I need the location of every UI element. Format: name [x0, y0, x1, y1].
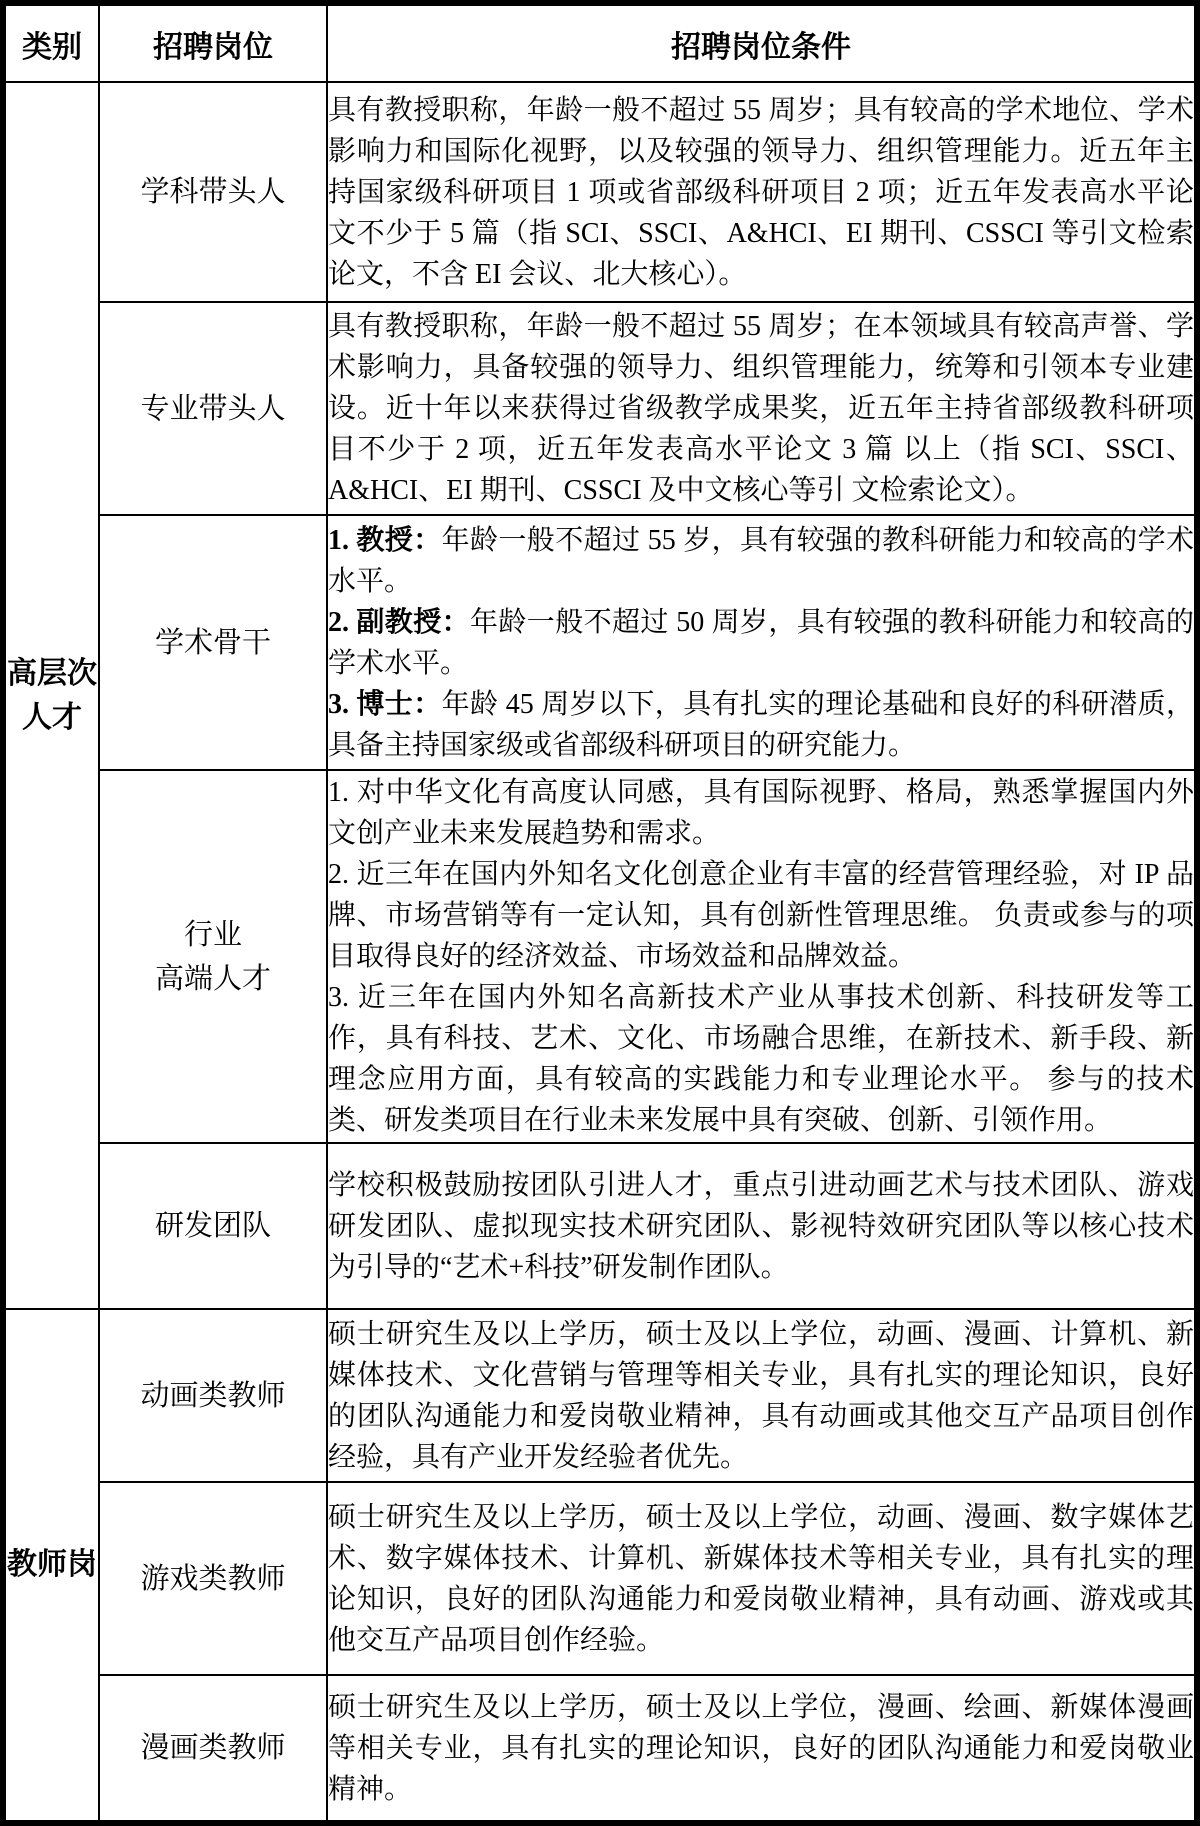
position-cell: [99, 515, 327, 770]
condition-text: 具有教授职称，年龄一般不超过 55 周岁；在本领域具有较高声誉、学术影响力，具备较强的领导力、组织管理能力，统筹和引领本专业建设。近十年以来获得过省级教学成果奖，近五年主持省部级教科研项目不少于 2 项，近五年发表高水平论文 3 篇 以上（指 SCI、SSCI、A&HCI、EI 期刊、CSSCI 及中文核心等引 文检索论文）。: [328, 311, 1194, 506]
table-row: [3, 770, 1197, 1143]
condition-text: 硕士研究生及以上学历，硕士及以上学位，动画、漫画、计算机、新媒体技术、文化营销与管理等相关专业，具有扎实的理论知识，良好的团队沟通能力和爱岗敬业精神，具有动画或其他交互产品项目创作经验，具有产业开发经验者优先。: [328, 1318, 1194, 1473]
position-cell: [99, 302, 327, 515]
table-row: [3, 1482, 1197, 1675]
condition-text: 1. 对中华文化有高度认同感，具有国际视野、格局，熟悉掌握国内外文创产业未来发展趋势和需求。: [328, 777, 1194, 849]
category-label-line: 人才: [22, 700, 82, 734]
condition-bold-label: 2. 副教授：: [328, 606, 470, 638]
table-row: [3, 302, 1197, 515]
position-cell: [99, 1675, 327, 1823]
condition-paragraph: [328, 1497, 1194, 1661]
position-label-line: 高端人才: [154, 962, 271, 995]
condition-cell: [327, 82, 1197, 302]
position-cell: [99, 770, 327, 1143]
header-position: 招聘岗位: [99, 3, 327, 82]
condition-cell: [327, 1482, 1197, 1675]
table-row: [3, 515, 1197, 770]
position-label-line: 动画类教师: [140, 1379, 286, 1412]
position-cell: [99, 1482, 327, 1675]
condition-text: 硕士研究生及以上学历，硕士及以上学位，漫画、绘画、新媒体漫画等相关专业，具有扎实的理论知识，良好的团队沟通能力和爱岗敬业精神。: [328, 1691, 1194, 1805]
condition-text: 具有教授职称，年龄一般不超过 55 周岁；具有较高的学术地位、学术影响力和国际化视野，以及较强的领导力、组织管理能力。近五年主持国家级科研项目 1 项或省部级科研项目 2 项；近五年发表高水平论文不少于 5 篇（指 SCI、SSCI、A&HCI、EI 期刊、CSSCI 等引文检索论文，不含 EI 会议、北大核心）。: [328, 94, 1194, 290]
condition-text: 3. 近三年在国内外知名高新技术产业从事技术创新、科技研发等工作，具有科技、艺术、文化、市场融合思维，在新技术、新手段、新理念应用方面，具有较高的实践能力和专业理论水平。 参与的技术类、研发类项目在行业未来发展中具有突破、创新、引领作用。: [328, 982, 1194, 1136]
condition-paragraph: [328, 684, 1194, 766]
condition-paragraph: [328, 306, 1194, 511]
position-label-line: 学术骨干: [154, 626, 271, 659]
table-row: [3, 1309, 1197, 1482]
condition-paragraph: [328, 1314, 1194, 1478]
condition-text: 学校积极鼓励按团队引进人才，重点引进动画艺术与技术团队、游戏研发团队、虚拟现实技术研究团队、影视特效研究团队等以核心技术为引导的“艺术+科技”研发制作团队。: [328, 1169, 1194, 1283]
condition-paragraph: [328, 854, 1194, 977]
condition-paragraph: [328, 1165, 1194, 1288]
condition-cell: [327, 515, 1197, 770]
condition-paragraph: [328, 520, 1194, 602]
position-cell: [99, 1309, 327, 1482]
condition-paragraph: [328, 1687, 1194, 1810]
condition-text: 年龄 45 周岁以下，具有扎实的理论基础和良好的科研潜质，具备主持国家级或省部级科研项目的研究能力。: [328, 688, 1194, 761]
table-row: [3, 82, 1197, 302]
condition-bold-label: 1. 教授：: [328, 524, 442, 556]
condition-text: 2. 近三年在国内外知名文化创意企业有丰富的经营管理经验，对 IP 品牌、市场营销等有一定认知，具有创新性管理思维。 负责或参与的项目取得良好的经济效益、市场效益和品牌效益。: [328, 859, 1194, 972]
table-row: [3, 1675, 1197, 1823]
condition-text: 年龄一般不超过 55 岁，具有较强的教科研能力和较高的学术水平。: [328, 524, 1194, 597]
position-label-line: 行业: [183, 918, 242, 951]
category-cell: [3, 82, 99, 1309]
position-cell: [99, 1143, 327, 1309]
position-cell: [99, 82, 327, 302]
position-label-line: 研发团队: [154, 1210, 271, 1242]
condition-text: 硕士研究生及以上学历，硕士及以上学位，动画、漫画、数字媒体艺术、数字媒体技术、计算机、新媒体技术等相关专业，具有扎实的理论知识，良好的团队沟通能力和爱岗敬业精神，具有动画、游戏或其他交互产品项目创作经验。: [328, 1501, 1194, 1656]
condition-paragraph: [328, 977, 1194, 1141]
condition-cell: [327, 1675, 1197, 1823]
condition-cell: [327, 302, 1197, 515]
condition-paragraph: [328, 602, 1194, 684]
condition-paragraph: [328, 772, 1194, 854]
condition-cell: [327, 770, 1197, 1143]
category-label-line: 高层次: [7, 656, 97, 690]
position-label-line: 游戏类教师: [140, 1562, 286, 1595]
position-label-line: 漫画类教师: [140, 1732, 286, 1764]
position-label-line: 学科带头人: [140, 176, 286, 208]
header-conditions: 招聘岗位条件: [327, 3, 1197, 82]
condition-paragraph: [328, 90, 1194, 295]
header-category: 类别: [3, 3, 99, 82]
condition-cell: [327, 1143, 1197, 1309]
category-cell: [3, 1309, 99, 1823]
condition-cell: [327, 1309, 1197, 1482]
header-row: [3, 3, 1197, 82]
table-row: [3, 1143, 1197, 1309]
condition-bold-label: 3. 博士：: [328, 688, 442, 720]
position-label-line: 专业带头人: [140, 392, 286, 425]
category-label-line: 教师岗: [7, 1548, 97, 1581]
condition-text: 年龄一般不超过 50 周岁，具有较强的教科研能力和较高的学术水平。: [328, 606, 1194, 679]
